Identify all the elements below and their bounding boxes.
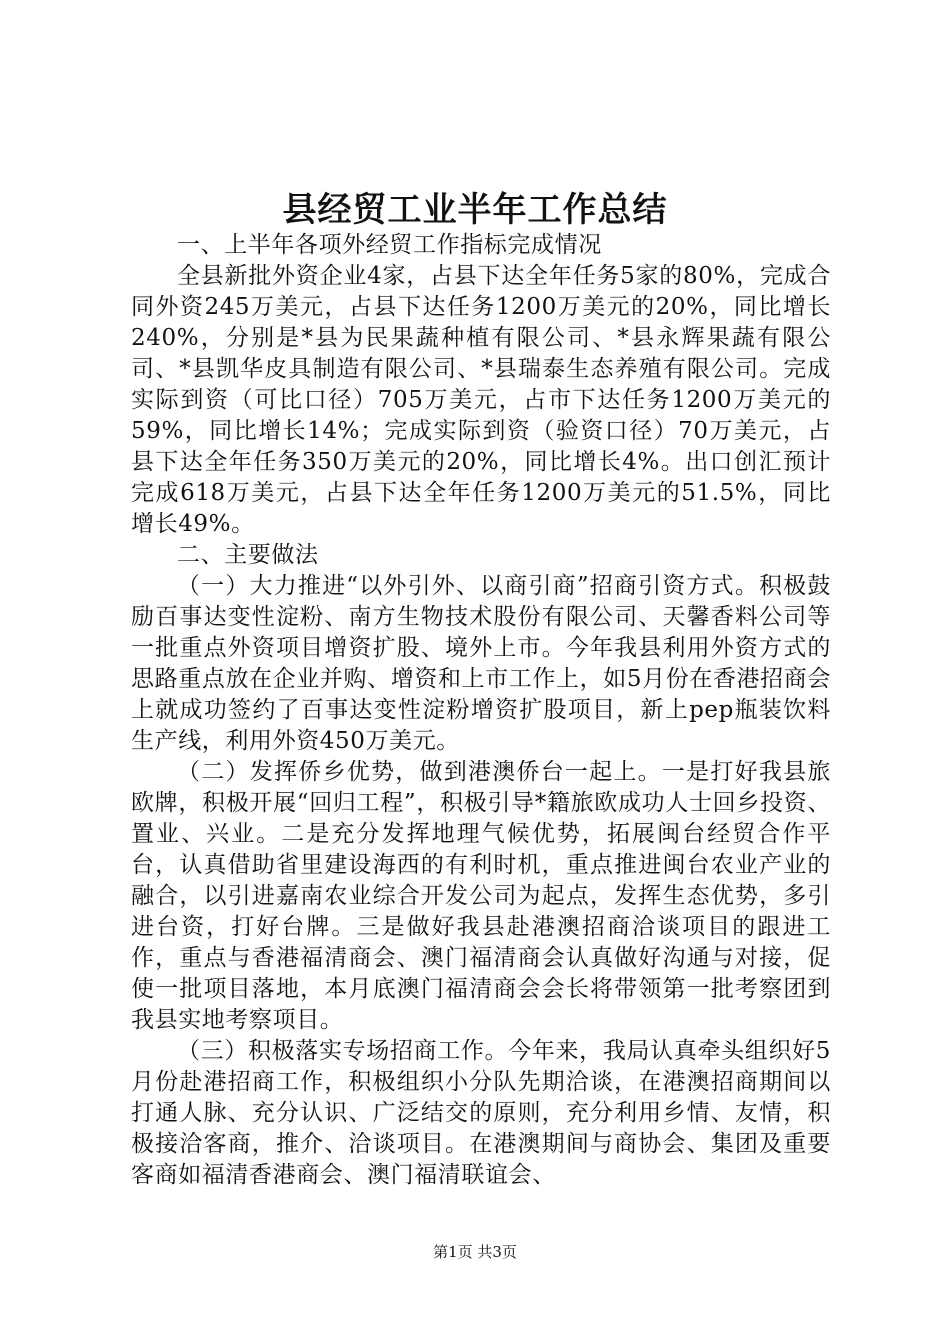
page-footer: 第1页 共3页	[433, 1243, 517, 1261]
paragraph-method-3: （三）积极落实专场招商工作。今年来，我局认真牵头组织好5月份赴港招商工作，积极组织小分队先期洽谈，在港澳招商期间以打通人脉、充分认识、广泛结交的原则，充分利用乡情、友情，积极接洽客商，推介、洽谈项目。在港澳期间与商协会、集团及重要客商如福清香港商会、澳门福清联谊会、	[131, 1038, 831, 1188]
document-title: 县经贸工业半年工作总结	[282, 190, 668, 230]
section-heading-2: 二、主要做法	[177, 542, 319, 568]
paragraph-method-2: （二）发挥侨乡优势，做到港澳侨台一起上。一是打好我县旅欧牌，积极开展“回归工程”，积极引导*籍旅欧成功人士回乡投资、置业、兴业。二是充分发挥地理气候优势，拓展闽台经贸合作平台，认真借助省里建设海西的有利时机，重点推进闽台农业产业的融合，以引进嘉南农业综合开发公司为起点，发挥生态优势，多引进台资，打好台牌。三是做好我县赴港澳招商洽谈项目的跟进工作，重点与香港福清商会、澳门福清商会认真做好沟通与对接，促使一批项目落地，本月底澳门福清商会会长将带领第一批考察团到我县实地考察项目。	[131, 759, 831, 1033]
document-body	[131, 230, 831, 1191]
section-heading-1: 一、上半年各项外经贸工作指标完成情况	[177, 232, 602, 258]
paragraph-indicators: 全县新批外资企业4家，占县下达全年任务5家的80%，完成合同外资245万美元，占县下达任务1200万美元的20%，同比增长240%，分别是*县为民果蔬种植有限公司、*县永辉果蔬有限公司、*县凯华皮具制造有限公司、*县瑞泰生态养殖有限公司。完成实际到资（可比口径）705万美元，占市下达任务1200万美元的59%，同比增长14%；完成实际到资（验资口径）70万美元，占县下达全年任务350万美元的20%，同比增长4%。出口创汇预计完成618万美元，占县下达全年任务1200万美元的51.5%，同比增长49%。	[131, 263, 831, 537]
paragraph-method-1: （一）大力推进“以外引外、以商引商”招商引资方式。积极鼓励百事达变性淀粉、南方生物技术股份有限公司、天馨香料公司等一批重点外资项目增资扩股、境外上市。今年我县利用外资方式的思路重点放在企业并购、增资和上市工作上，如5月份在香港招商会上就成功签约了百事达变性淀粉增资扩股项目，新上pep瓶装饮料生产线，利用外资450万美元。	[131, 573, 831, 754]
